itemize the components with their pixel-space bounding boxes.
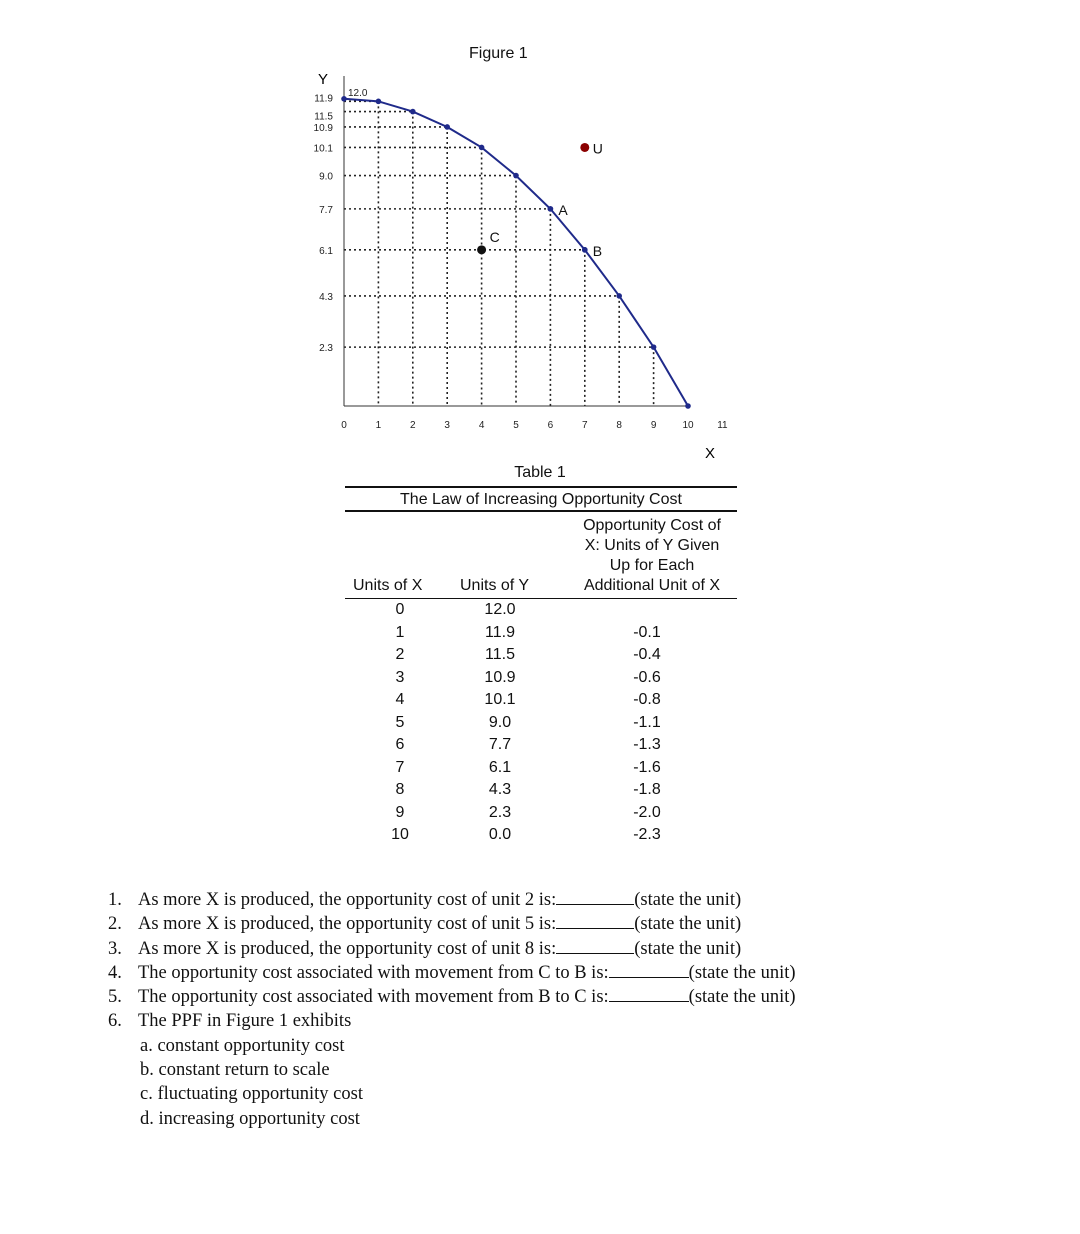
table-header-row: [345, 512, 737, 598]
header-opportunity-cost-line: Up for Each: [609, 556, 695, 574]
question-item: [108, 912, 796, 936]
point-u-label: U: [592, 140, 603, 157]
table-row: [345, 779, 737, 802]
answer-blank[interactable]: [556, 937, 634, 954]
ppf-data-point: [341, 96, 347, 102]
question-suffix: (state the unit): [634, 914, 742, 935]
cell-units-y: 7.7: [488, 736, 512, 753]
answer-blank[interactable]: [609, 985, 689, 1002]
point-b-label: B: [592, 242, 603, 259]
figure-title: Figure 1: [469, 45, 528, 62]
point-a-label: A: [558, 201, 568, 218]
ppf-data-point: [651, 344, 657, 350]
question-text: As more X is produced, the opportunity cost of unit 8 is:: [138, 938, 557, 959]
table-row: [345, 599, 737, 622]
cell-units-y: 10.9: [484, 668, 516, 686]
question-text: The PPF in Figure 1 exhibits: [138, 1011, 352, 1032]
cell-opportunity-cost: -1.8: [633, 781, 661, 798]
question-suffix: (state the unit): [634, 890, 742, 910]
cell-opportunity-cost: -1.1: [633, 713, 661, 731]
cell-units-x: 4: [395, 691, 405, 708]
ppf-data-point: [410, 109, 416, 115]
cell-units-y: 6.1: [488, 758, 512, 776]
cell-opportunity-cost: -1.6: [633, 758, 661, 776]
cell-opportunity-cost: -0.8: [633, 691, 661, 708]
tick-labels: [314, 88, 728, 431]
cell-units-x: 3: [395, 668, 405, 686]
cell-opportunity-cost: -1.3: [633, 736, 661, 753]
grid-lines: [344, 101, 654, 406]
cell-units-y: 12.0: [484, 601, 516, 618]
y-tick-label: 6.1: [319, 245, 333, 257]
question-item: [108, 1009, 796, 1033]
header-opportunity-cost-line: Additional Unit of X: [583, 576, 721, 594]
answer-option[interactable]: d. increasing opportunity cost: [140, 1108, 360, 1129]
ppf-data-point: [376, 99, 382, 105]
ppf-data-point: [479, 145, 485, 151]
ppf-data-point: [444, 124, 450, 130]
cell-units-x: 0: [395, 601, 405, 618]
answer-blank[interactable]: [556, 912, 634, 929]
cell-opportunity-cost: -0.4: [633, 646, 661, 663]
x-tick-label: 4: [478, 420, 485, 431]
ppf-chart: [0, 0, 760, 470]
y-tick-label: 7.7: [319, 204, 333, 216]
question-text: As more X is produced, the opportunity cost of unit 5 is:: [138, 914, 557, 935]
x-tick-label: 11: [717, 420, 728, 431]
answer-option[interactable]: c. fluctuating opportunity cost: [140, 1084, 363, 1105]
x-tick-label: 6: [547, 420, 554, 431]
y-tick-label: 9.0: [319, 171, 333, 183]
x-axis-label: X: [704, 445, 716, 462]
question-text: The opportunity cost associated with movement from C to B is:: [138, 962, 609, 983]
header-opportunity-cost-line: Opportunity Cost of: [583, 516, 721, 534]
x-tick-label: 0: [341, 420, 347, 431]
point-c-label: C: [489, 228, 500, 245]
cell-units-x: 8: [395, 781, 405, 798]
question-item: [108, 961, 796, 985]
point-c-marker: [477, 245, 486, 254]
question-list: [108, 888, 796, 1131]
cell-units-y: 0.0: [488, 826, 512, 843]
y-tick-label: 11.5: [314, 111, 333, 123]
table-title: Table 1: [514, 464, 566, 481]
question-item: [108, 985, 796, 1009]
y-tick-label: 10.1: [313, 143, 333, 155]
table-row: [345, 667, 737, 690]
y-tick-label: 2.3: [319, 343, 333, 355]
cell-opportunity-cost: -0.1: [633, 623, 661, 641]
question-number: 5.: [108, 987, 122, 1008]
table-row: [345, 734, 737, 757]
header-opportunity-cost-line: X: Units of Y Given: [584, 536, 720, 554]
table-row: [345, 712, 737, 735]
point-u-marker: [580, 143, 589, 152]
header-units-x: Units of X: [353, 576, 423, 594]
opportunity-cost-table: [345, 486, 737, 847]
question-number: 4.: [108, 962, 122, 983]
question-text: The opportunity cost associated with movement from B to C is:: [138, 987, 609, 1008]
header-units-y: Units of Y: [460, 576, 530, 594]
cell-units-y: 10.1: [484, 691, 516, 708]
y-axis-label: Y: [317, 71, 329, 88]
x-tick-label: 7: [582, 420, 588, 431]
cell-opportunity-cost: -2.0: [633, 803, 661, 821]
cell-units-x: 1: [395, 623, 405, 641]
question-item: [108, 937, 796, 961]
table-row: [345, 622, 737, 645]
question-suffix: (state the unit): [688, 962, 796, 983]
question-item: [108, 888, 796, 912]
cell-units-x: 2: [395, 646, 405, 663]
x-tick-label: 2: [410, 420, 416, 431]
cell-units-y: 2.3: [488, 803, 512, 821]
cell-units-y: 9.0: [488, 713, 512, 731]
table-row: [345, 802, 737, 825]
header-opportunity-cost: [567, 516, 737, 596]
cell-units-x: 5: [395, 713, 405, 731]
y-tick-label: 10.9: [313, 122, 333, 134]
answer-option[interactable]: a. constant opportunity cost: [140, 1035, 345, 1056]
cell-units-x: 9: [395, 803, 405, 821]
question-number: 6.: [108, 1011, 122, 1032]
question-number: 3.: [108, 938, 122, 959]
cell-opportunity-cost: -0.6: [633, 668, 661, 686]
x-tick-label: 3: [444, 420, 450, 431]
y-tick-label: 11.9: [314, 93, 333, 105]
x-tick-label: 10: [682, 420, 694, 431]
ppf-data-point: [616, 293, 622, 299]
y-tick-label: 12.0: [348, 88, 368, 99]
cell-units-y: 4.3: [488, 781, 512, 798]
y-tick-label: 4.3: [319, 291, 333, 303]
question-suffix: (state the unit): [688, 987, 796, 1008]
question-number: 2.: [108, 914, 122, 935]
answer-blank[interactable]: [556, 888, 634, 905]
x-tick-label: 9: [650, 420, 657, 431]
cell-units-x: 6: [395, 736, 405, 753]
question-suffix: (state the unit): [634, 938, 742, 959]
table-row: [345, 757, 737, 780]
question-text: As more X is produced, the opportunity cost of unit 2 is:: [138, 890, 557, 910]
x-tick-label: 5: [513, 420, 519, 431]
cell-opportunity-cost: -2.3: [633, 826, 661, 843]
table-body: [345, 599, 737, 847]
x-tick-label: 8: [616, 420, 622, 431]
question-number: 1.: [108, 890, 122, 910]
answer-option[interactable]: b. constant return to scale: [140, 1060, 330, 1081]
table-row: [345, 824, 737, 847]
cell-units-y: 11.9: [485, 623, 515, 641]
cell-units-y: 11.5: [485, 646, 515, 663]
point-a-marker: [548, 206, 554, 212]
table-row: [345, 644, 737, 667]
ppf-data-point: [685, 403, 691, 409]
table-row: [345, 689, 737, 712]
x-tick-label: 1: [375, 420, 382, 431]
cell-units-x: 7: [395, 758, 405, 776]
ppf-data-point: [513, 173, 519, 179]
cell-units-x: 10: [391, 826, 409, 843]
point-b-marker: [582, 247, 588, 253]
table-subtitle: The Law of Increasing Opportunity Cost: [400, 491, 682, 508]
answer-blank[interactable]: [609, 961, 689, 978]
